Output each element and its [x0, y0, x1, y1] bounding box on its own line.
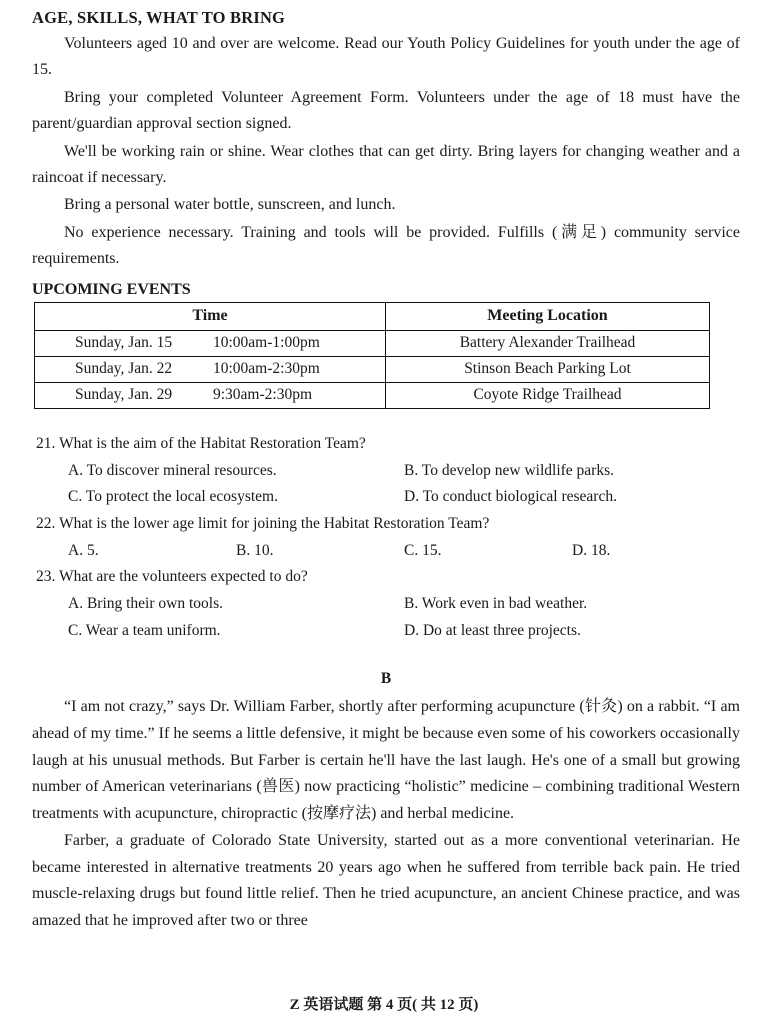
cell-location: Battery Alexander Trailhead — [386, 331, 710, 357]
event-time: 10:00am-1:00pm — [213, 334, 320, 352]
question-options-row — [68, 538, 740, 565]
section-paragraph: Bring a personal water bottle, sunscreen, and lunch. — [64, 196, 396, 214]
event-date: Sunday, Jan. 29 — [75, 386, 173, 404]
questions-block — [32, 431, 740, 644]
page-footer: Z 英语试题 第 4 页( 共 12 页) — [289, 997, 479, 1013]
option-d[interactable]: D. 18. — [572, 541, 611, 559]
passage-paragraph: Farber, a graduate of Colorado State University, started out as a more conventional veterinarian. He became interested in alternative treatments 20 years ago when he suffered from terrible back pain. He tried muscle-relaxing drugs but found little relief. Then he tried acupuncture, an ancient Chinese practice, and was amazed that he improved after two or three — [32, 832, 740, 929]
cell-time — [35, 383, 386, 409]
table-row — [35, 383, 710, 409]
question-options-row — [68, 458, 740, 485]
option-b[interactable]: B. To develop new wildlife parks. — [404, 461, 614, 479]
question-options-row — [68, 484, 740, 511]
table-row — [35, 357, 710, 383]
option-d[interactable]: D. Do at least three projects. — [404, 621, 581, 639]
question-stem: 21. What is the aim of the Habitat Restoration Team? — [36, 435, 366, 453]
event-time: 9:30am-2:30pm — [213, 386, 313, 404]
cell-time — [35, 357, 386, 383]
question-options-row — [68, 618, 740, 645]
section-paragraph: We'll be working rain or shine. Wear clothes that can get dirty. Bring layers for changing weather and a raincoat if necessary. — [32, 142, 740, 186]
question-22 — [32, 511, 740, 564]
section-paragraph: Bring your completed Volunteer Agreement Form. Volunteers under the age of 18 must have the parent/guardian approval section signed. — [32, 88, 740, 132]
option-d[interactable]: D. To conduct biological research. — [404, 488, 617, 506]
option-b[interactable]: B. Work even in bad weather. — [404, 595, 588, 613]
column-header-time: Time — [35, 303, 386, 331]
option-c[interactable]: C. Wear a team uniform. — [68, 621, 221, 639]
cell-location: Stinson Beach Parking Lot — [386, 357, 710, 383]
question-stem: 23. What are the volunteers expected to do? — [36, 568, 308, 586]
question-options-row — [68, 591, 740, 618]
column-header-location: Meeting Location — [386, 303, 710, 331]
table-row — [35, 331, 710, 357]
section-paragraph: Volunteers aged 10 and over are welcome. Read our Youth Policy Guidelines for youth under the age of 15. — [32, 35, 740, 78]
event-date: Sunday, Jan. 22 — [75, 360, 173, 378]
events-heading: UPCOMING EVENTS — [32, 281, 191, 299]
option-c[interactable]: C. 15. — [404, 541, 442, 559]
question-23 — [32, 564, 740, 644]
question-21 — [32, 431, 740, 511]
event-date: Sunday, Jan. 15 — [75, 334, 173, 352]
section-heading: AGE, SKILLS, WHAT TO BRING — [32, 8, 286, 27]
table-header-row — [35, 303, 710, 331]
option-c[interactable]: C. To protect the local ecosystem. — [68, 488, 278, 506]
passage-label: B — [380, 670, 392, 688]
passage-paragraph: “I am not crazy,” says Dr. William Farber, shortly after performing acupuncture (针灸) on a rabbit. “I am ahead of my time.” If he seems a little defensive, it might be because even some of his coworkers occasionally laugh at his unusual methods. But Farber is certain he'll have the last laugh. He's one of a small but growing number of American veterinarians (兽医) now practicing “holistic” medicine – combining traditional Western treatments with acupuncture, chiropractic (按摩疗法) and herbal medicine. — [32, 698, 740, 822]
question-stem: 22. What is the lower age limit for joining the Habitat Restoration Team? — [36, 515, 490, 533]
section-paragraph: No experience necessary. Training and tools will be provided. Fulfills (满足) community service requirements. — [32, 224, 740, 268]
passage-b — [32, 694, 740, 934]
option-a[interactable]: A. 5. — [68, 541, 99, 559]
cell-time — [35, 331, 386, 357]
option-a[interactable]: A. To discover mineral resources. — [68, 461, 277, 479]
option-b[interactable]: B. 10. — [236, 541, 274, 559]
option-a[interactable]: A. Bring their own tools. — [68, 595, 223, 613]
cell-location: Coyote Ridge Trailhead — [386, 383, 710, 409]
event-time: 10:00am-2:30pm — [213, 360, 320, 378]
upcoming-events-table — [34, 302, 710, 409]
